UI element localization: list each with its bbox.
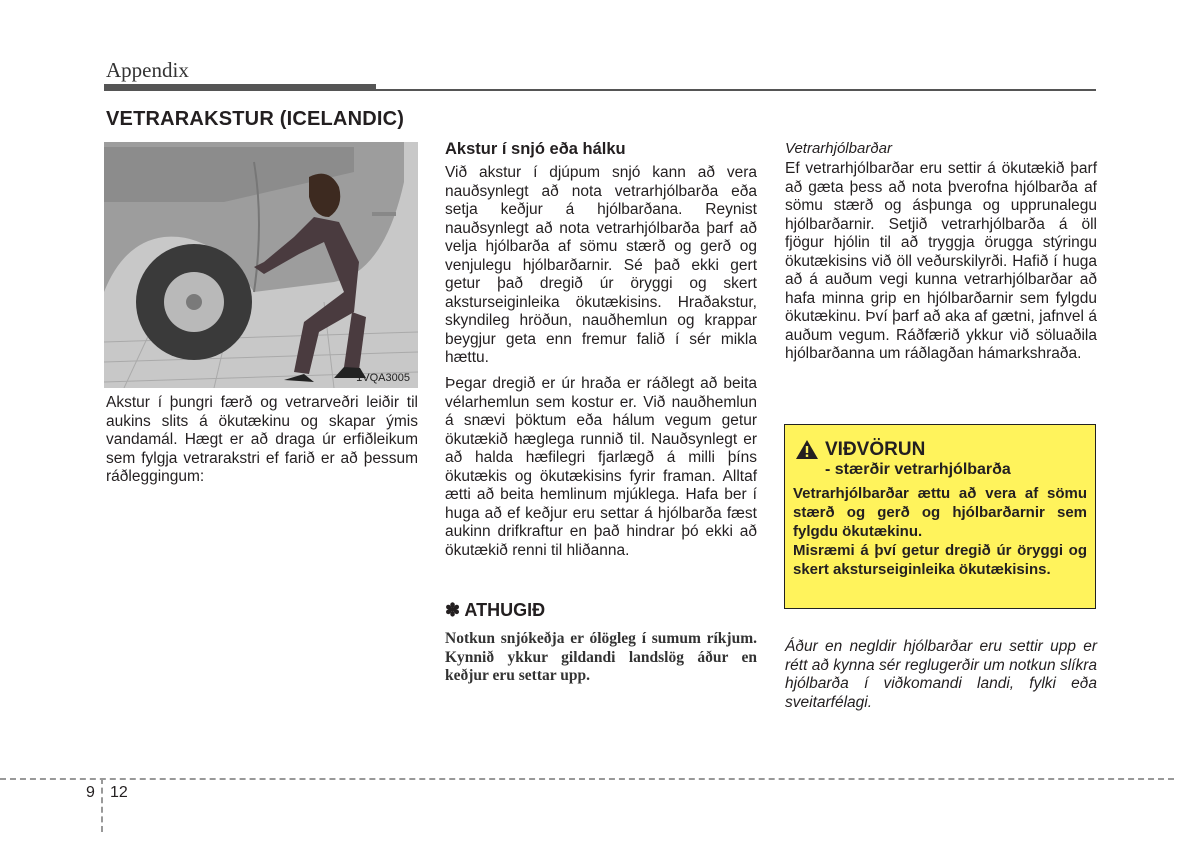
studded-tires-paragraph: Áður en negldir hjólbarðar eru settir upp er rétt að kynna sér reglugerðir um notkun slíkra hjólbarða í viðkomandi landi, fylki eða sveitarfélagi. (785, 638, 1097, 711)
footer-page-number: 12 (110, 784, 128, 801)
note-text: Notkun snjókeðja er ólögleg í sumum ríkjum. Kynnið ykkur gildandi landslög áður en keðjur eru settar upp. (445, 630, 757, 684)
snow-driving-paragraph-2: Þegar dregið er úr hraða er ráðlegt að beita vélarhemlun sem kostur er. Við nauðhemlun á snævi þöktum eða hálum vegum getur ökutækið hæglega runnið til. Nauðsynlegt er að halda hæfilegri fjarlægð á milli þíns ökutækis og ökutækisins fyrir framan. Alltaf ætti að beita hemlinum mjúklega. Hafa ber í huga að ef keðjur eru settar á hjólbarða fæst aukinn drifkraftur en það hindrar þó ekki að ökutækið renni til hliðanna. (445, 375, 757, 559)
warning-text (793, 484, 1087, 579)
warning-title: VIÐVÖRUN (825, 439, 926, 460)
snow-driving-heading: Akstur í snjó eða hálku (445, 140, 626, 158)
winter-tires-paragraph: Ef vetrarhjólbarðar eru settir á ökutækið þarf að gæta þess að nota þverofna hjólbarða af sömu stærð og ásþunga og upprunalegu hjólbarðarnir. Setjið vetrarhjólbarða á öll fjögur hjólin til að tryggja örugga stýringu ökutækisins við öll veðurskilyrði. Hafið í huga að á auðum vegi kunna vetrarhjólbarðar að hafa minna grip en hjólbarðarnir sem fylgdu ökutækinu. Því þarf að aka af gætni, jafnvel á auðum vegum. Ráðfærið ykkur við söluaðila hjólbarðanna um ráðlagðan hámarkshraða. (785, 160, 1097, 362)
snow-driving-paragraph-1: Við akstur í djúpum snjó kann að vera nauðsynlegt að nota vetrarhjólbarða eða setja keðjur á hjólbarðana. Reynist nauðsynlegt að nota vetrarhjólbarða þarf að velja hjólbarða af sömu stærð og gerð og venjulegu hjólbarðarnir. Sé það ekki gert getur það dregið úr öryggi og skert aksturseiginleika ökutækisins. Hraðakstur, skyndileg hröðun, nauðhemlun og krappar beygjur geta enn fremur falið í sér mikla hættu. (445, 164, 757, 366)
header-rule-thin (376, 89, 1096, 91)
footer-dashed-divider (101, 778, 103, 832)
figure-photo (104, 142, 418, 388)
footer-section-number: 9 (86, 784, 95, 801)
section-title: VETRARAKSTUR (ICELANDIC) (106, 108, 405, 130)
warning-subtitle: - stærðir vetrarhjólbarða (825, 461, 1011, 478)
warning-box (784, 424, 1096, 609)
warning-paragraph-2: Misræmi á því getur dregið úr öryggi og skert aksturseiginleika ökutækisins. (793, 542, 1087, 578)
note-title: ✽ ATHUGIÐ (445, 600, 546, 620)
intro-paragraph: Akstur í þungri færð og vetrarveðri leiðir til aukins slits á ökutækinu og skapar ýmis vandamál. Hægt er að draga úr erfiðleikum sem fylgja vetrarakstri ef farið er að þessum ráðleggingum: (106, 394, 418, 485)
winter-tires-heading: Vetrarhjólbarðar (785, 140, 892, 157)
header-label: Appendix (106, 58, 189, 82)
figure-code: 1VQA3005 (356, 372, 410, 384)
header-rule-thick (104, 84, 376, 91)
figure-illustration (104, 142, 418, 388)
footer-dashed-rule (0, 778, 1174, 780)
warning-paragraph-1: Vetrarhjólbarðar ættu að vera af sömu stærð og gerð og hjólbarðarnir sem fylgdu ökutækinu. (793, 485, 1087, 540)
warning-triangle-icon (795, 439, 819, 460)
